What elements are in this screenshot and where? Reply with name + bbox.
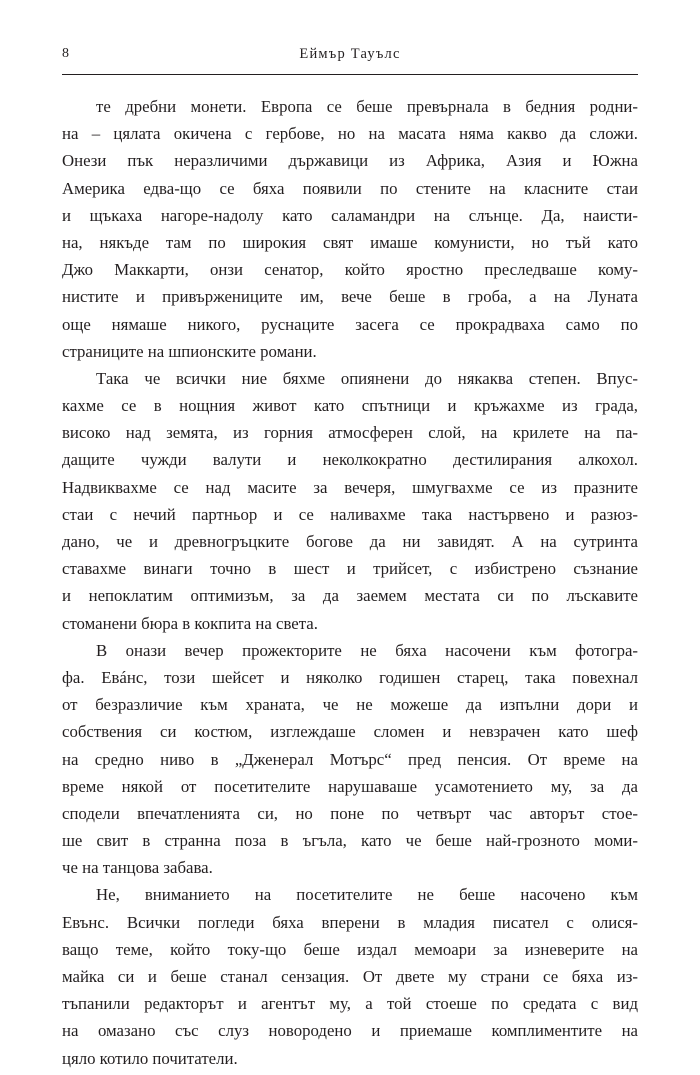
text-line: собствения си костюм, изглеждаше сломен и невзрачен като шеф [62,722,638,742]
text-line: на, някъде там по широкия свят имаше комунисти, но тъй като [62,232,638,252]
text-line: те дребни монети. Европа се беше превърнала в бедния родни- [96,97,638,116]
text-line: сподели впечатленията си, но поне по четвърт час авторът стое- [62,803,638,823]
text-line: ващо теме, който току-що беше издал мемоари за изневерите на [62,939,638,959]
text-line: още нямаше никого, руснаците засега се прокрадваха само по [62,314,638,334]
text-line: стоманени бюра в кокпита на света. [62,613,318,633]
text-line: фа. Евáнс, този шейсет и няколко годишен старец, така повехнал [62,667,638,687]
text-line: кахме се в нощния живот като спътници и кръжахме из града, [62,396,638,416]
text-line: от безразличие към храната, че не можеше да изпълни дори и [62,695,638,715]
text-line: Евънс. Всички погледи бяха вперени в младия писател с олися- [62,912,638,932]
text-line: дащите чужди валути и неколкократно дестилирания алкохол. [62,450,638,470]
text-line: и непоклатим оптимизъм, за да заемем местата си по лъскавите [62,586,638,606]
paragraph-4 [62,881,638,1071]
text-line: високо над земята, из горния атмосферен слой, на крилете на па- [62,423,638,443]
text-line: стаи с нечий партньор и се наливахме така настървено и разюз- [62,504,638,524]
text-line: тъпанили редакторът и агентът му, а той стоеше по средата с вид [62,994,638,1014]
header-rule [62,74,638,75]
text-line: майка си и беше станал сензация. От двете му страни се бяха из- [62,967,638,986]
text-line: на – цялата окичена с гербове, но на масата няма какво да сложи. [62,124,638,144]
paragraph-1 [62,93,638,365]
page-number: 8 [62,46,70,61]
text-line: В онази вечер прожекторите не бяха насочени към фотогра- [96,640,638,660]
running-title: Еймър Тауълс [299,46,401,62]
text-line: Не, вниманието на посетителите не беше насочено към [96,885,638,905]
body-text [62,93,638,1072]
text-line: ше свит в странна поза в ъгъла, като че беше най-грозното моми- [62,831,638,851]
text-line: нистите и привържениците им, вече беше в гроба, а на Луната [62,287,638,307]
text-line: ставахме винаги точно в шест и трийсет, с избистрено съзнание [62,559,638,579]
text-line: Онези пък неразличими държавици из Африка, Азия и Южна [62,151,638,171]
text-line: дано, че и древногръцките богове да ни завидят. А на сутринта [62,532,638,551]
text-line: цяло котило почитатели. [62,1048,238,1068]
text-line: на омазано със слуз новородено и приемаше комплиментите на [62,1021,638,1041]
paragraph-2 [62,365,638,637]
text-line: Надвиквахме се над масите за вечеря, шмугвахме се из празните [62,477,638,497]
running-head [62,44,638,66]
text-line: време някой от посетителите нарушаваше усамотението му, за да [62,776,638,796]
paragraph-3 [62,637,638,882]
text-line: че на танцова забава. [62,858,213,878]
text-line: и щъкаха нагоре-надолу като саламандри на слънце. Да, наисти- [62,205,638,225]
text-line: страниците на шпионските романи. [62,341,317,361]
text-line: на средно ниво в „Дженерал Мотърс“ пред пенсия. От време на [62,749,638,769]
text-line: Така че всички ние бяхме опиянени до някаква степен. Впус- [96,368,638,388]
text-line: Джо Маккарти, онзи сенатор, който яростно преследваше кому- [62,260,638,280]
text-line: Америка едва-що се бяха появили по стените на класните стаи [62,178,638,198]
